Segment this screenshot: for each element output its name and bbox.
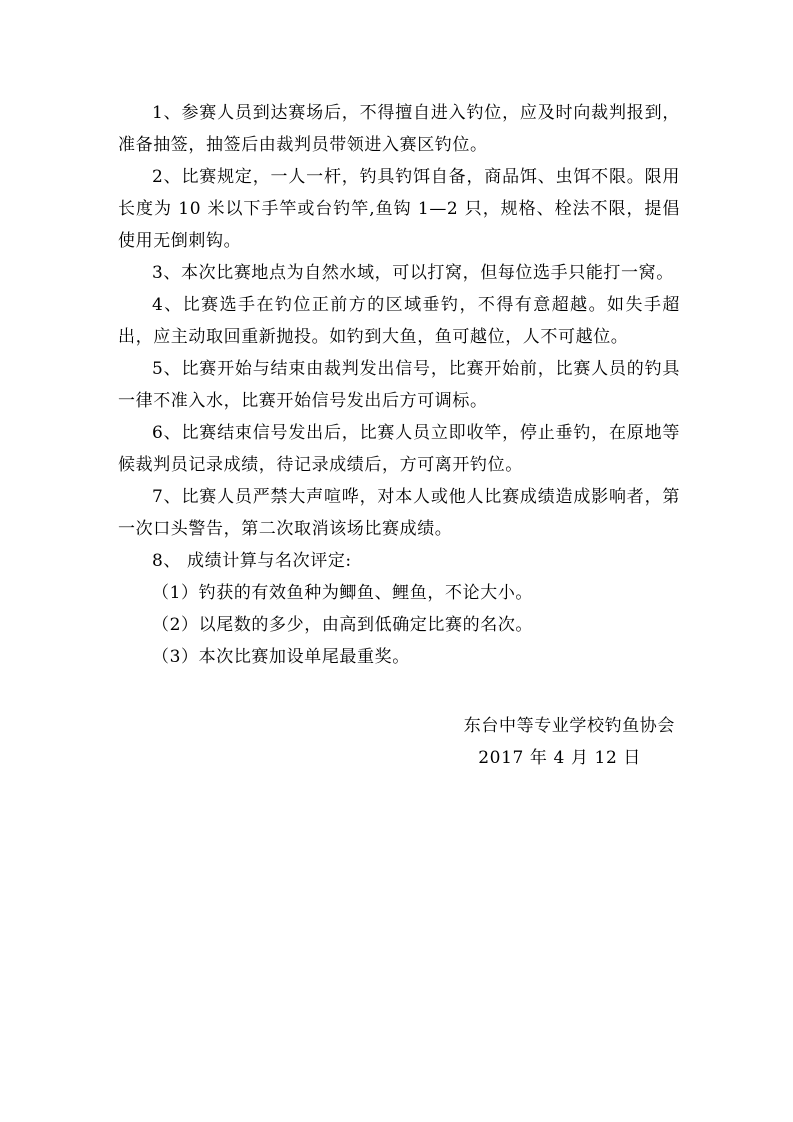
rule-paragraph-7: 7、比赛人员严禁大声喧哗，对本人或他人比赛成绩造成影响者，第一次口头警告，第二次取消该场比赛成绩。	[118, 487, 680, 539]
signature-date: 2017 年 4 月 12 日	[478, 748, 641, 768]
rule-paragraph-6: 6、比赛结束信号发出后，比赛人员立即收竿，停止垂钓，在原地等候裁判员记录成绩，待记录成绩后，方可离开钓位。	[118, 423, 680, 475]
signature-organization: 东台中等专业学校钓鱼协会	[463, 716, 675, 736]
sub-item-3: （3）本次比赛加设单尾最重奖。	[152, 647, 410, 667]
rule-paragraph-5: 5、比赛开始与结束由裁判发出信号，比赛开始前，比赛人员的钓具一律不准入水，比赛开始信号发出后方可调标。	[118, 359, 680, 411]
signature-block	[464, 710, 675, 774]
document-body	[118, 97, 680, 673]
rule-paragraph-4: 4、比赛选手在钓位正前方的区域垂钓，不得有意超越。如失手超出，应主动取回重新抛投。如钓到大鱼，鱼可越位，人不可越位。	[118, 295, 680, 347]
rule-paragraph-8: 8、 成绩计算与名次评定:	[152, 551, 352, 571]
sub-item-1: （1）钓获的有效鱼种为鲫鱼、鲤鱼，不论大小。	[152, 583, 534, 603]
sub-item-2: （2）以尾数的多少，由高到低确定比赛的名次。	[152, 615, 534, 635]
rule-paragraph-1: 1、参赛人员到达赛场后，不得擅自进入钓位，应及时向裁判报到，准备抽签，抽签后由裁判员带领进入赛区钓位。	[118, 103, 680, 155]
rule-paragraph-3: 3、本次比赛地点为自然水域，可以打窝，但每位选手只能打一窝。	[152, 263, 674, 283]
rule-paragraph-2: 2、比赛规定，一人一杆，钓具钓饵自备，商品饵、虫饵不限。限用长度为 10 米以下手竿或台钓竿,鱼钩 1—2 只，规格、栓法不限，提倡使用无倒刺钩。	[118, 167, 680, 251]
